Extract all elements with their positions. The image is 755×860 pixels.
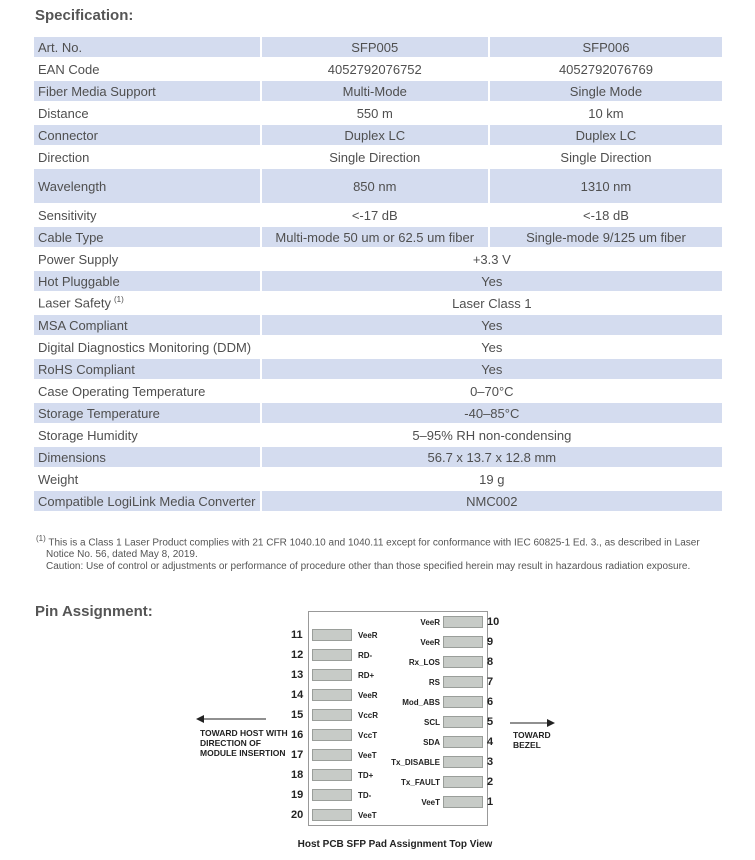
spec-label: Laser Safety $^{(1)}$ — [38, 295, 124, 311]
pin-label: VeeR — [358, 691, 378, 700]
pin-pad-right — [443, 776, 483, 788]
spec-value: Yes — [260, 359, 722, 379]
pin-label: Mod_ABS — [402, 698, 440, 707]
spec-value-sfp005: Single Direction — [260, 147, 488, 167]
spec-label: Cable Type — [34, 227, 260, 247]
pin-pad-right — [443, 676, 483, 688]
pin-number: 9 — [487, 636, 494, 648]
spec-value-sfp005: SFP005 — [260, 37, 488, 57]
pin-label: VeeR — [420, 618, 440, 627]
pin-pad-right — [443, 756, 483, 768]
spec-label: Storage Temperature — [34, 403, 260, 423]
spec-label: Weight — [38, 471, 79, 487]
spec-value-sfp005: 4052792076752 — [260, 59, 488, 79]
spec-value: Yes — [260, 337, 722, 357]
pin-label: VeeT — [358, 811, 377, 820]
spec-row — [34, 103, 722, 123]
pin-pad-left — [312, 649, 352, 661]
pin-number: 17 — [291, 749, 304, 761]
pin-label: TD+ — [358, 771, 374, 780]
spec-label: Storage Humidity — [38, 427, 138, 443]
pin-label: VeeT — [358, 751, 377, 760]
spec-value-sfp006: Single Direction — [488, 147, 722, 167]
spec-row — [34, 227, 722, 247]
pin-number: 7 — [487, 676, 494, 688]
spec-label: Wavelength — [34, 169, 260, 203]
pin-label: VccT — [358, 731, 378, 740]
pin-label: RS — [428, 678, 440, 687]
spec-label: MSA Compliant — [34, 315, 260, 335]
spec-value-sfp006: SFP006 — [488, 37, 722, 57]
spec-value: NMC002 — [260, 491, 722, 511]
spec-label: Digital Diagnostics Monitoring (DDM) — [38, 339, 252, 355]
spec-value: -40–85°C — [260, 403, 722, 423]
spec-row — [34, 403, 722, 423]
pin-label: Rx_LOS — [408, 658, 440, 667]
spec-value-sfp005: Duplex LC — [260, 125, 488, 145]
spec-row — [34, 271, 722, 291]
pin-pad-right — [443, 616, 483, 628]
pin-label: RD+ — [358, 671, 375, 680]
diagram-caption: Host PCB SFP Pad Assignment Top View — [297, 839, 493, 850]
spec-label: Power Supply — [38, 251, 119, 267]
pin-label: Tx_DISABLE — [391, 758, 440, 767]
spec-value-sfp006: Duplex LC — [488, 125, 722, 145]
spec-title: Specification: — [35, 7, 134, 24]
spec-label: EAN Code — [38, 61, 100, 77]
spec-label: Distance — [38, 105, 89, 121]
pin-pad-left — [312, 669, 352, 681]
spec-row — [34, 293, 722, 313]
pin-pad-left — [312, 809, 352, 821]
spec-value: 56.7 x 13.7 x 12.8 mm — [260, 447, 722, 467]
spec-row — [34, 337, 722, 357]
toward-host-label: TOWARD HOST WITH DIRECTION OF MODULE INSERTION — [200, 728, 288, 758]
spec-value-sfp006: Single Mode — [488, 81, 722, 101]
pin-number: 13 — [291, 669, 304, 681]
spec-row — [34, 381, 722, 401]
pin-pad-right — [443, 696, 483, 708]
pin-label: TD- — [358, 791, 372, 800]
pin-label: SDA — [423, 738, 440, 747]
spec-value-sfp006: Single-mode 9/125 um fiber — [488, 227, 722, 247]
pin-number: 4 — [487, 736, 494, 748]
spec-value-sfp005: Multi-Mode — [260, 81, 488, 101]
spec-value: 0–70°C — [260, 381, 722, 401]
spec-row — [34, 315, 722, 335]
spec-label: Direction — [38, 149, 90, 165]
pin-number: 18 — [291, 769, 304, 781]
pin-number: 14 — [291, 689, 304, 701]
spec-value: +3.3 V — [260, 249, 722, 269]
footnote — [36, 533, 726, 573]
pin-number: 5 — [487, 716, 494, 728]
spec-row — [34, 81, 722, 101]
spec-label: Case Operating Temperature — [38, 383, 206, 399]
spec-row — [34, 37, 722, 57]
footnote-marker: (1) — [36, 534, 46, 543]
spec-value-sfp005: 850 nm — [260, 169, 488, 203]
pin-label: VeeR — [358, 631, 378, 640]
spec-row — [34, 169, 722, 203]
spec-value-sfp006: 1310 nm — [488, 169, 722, 203]
pin-number: 2 — [487, 776, 494, 788]
spec-label: Hot Pluggable — [34, 271, 260, 291]
spec-value-sfp006: 4052792076769 — [488, 59, 722, 79]
pin-number: 16 — [291, 729, 304, 741]
spec-label: Art. No. — [34, 37, 260, 57]
toward-bezel-label: TOWARD BEZEL — [513, 730, 551, 750]
spec-label: Dimensions — [34, 447, 260, 467]
pin-label: VccR — [358, 711, 379, 720]
spec-value-sfp006: <-18 dB — [488, 205, 722, 225]
pin-pad-left — [312, 789, 352, 801]
arrow-left-icon — [196, 714, 266, 724]
spec-row — [34, 491, 722, 511]
pin-pad-right — [443, 656, 483, 668]
pin-pad-left — [312, 769, 352, 781]
spec-value: 5–95% RH non-condensing — [260, 425, 722, 445]
pin-title: Pin Assignment: — [35, 603, 153, 620]
pin-label: VeeT — [421, 798, 440, 807]
spec-row — [34, 249, 722, 269]
spec-table — [34, 35, 722, 513]
spec-label: Compatible LogiLink Media Converter — [34, 491, 260, 511]
spec-row — [34, 205, 722, 225]
pin-pad-left — [312, 709, 352, 721]
spec-label: Sensitivity — [38, 207, 97, 223]
pin-label: VeeR — [420, 638, 440, 647]
pin-number: 3 — [487, 756, 494, 768]
spec-row — [34, 125, 722, 145]
spec-row — [34, 359, 722, 379]
pin-label: RD- — [358, 651, 373, 660]
spec-value: 19 g — [260, 469, 722, 489]
spec-value: Yes — [260, 315, 722, 335]
pin-number: 8 — [487, 656, 494, 668]
footnote-line2: Caution: Use of control or adjustments or performance of procedure other than those specified herein may result in hazardous radiation exposure. — [46, 561, 691, 573]
pin-label: Tx_FAULT — [401, 778, 440, 787]
spec-row — [34, 425, 722, 445]
spec-label: RoHS Compliant — [34, 359, 260, 379]
spec-label: Fiber Media Support — [34, 81, 260, 101]
spec-row — [34, 59, 722, 79]
pin-pad-right — [443, 636, 483, 648]
pin-number: 1 — [487, 796, 494, 808]
pin-pad-left — [312, 689, 352, 701]
spec-value: Laser Class 1 — [260, 293, 722, 313]
spec-value-sfp006: 10 km — [488, 103, 722, 123]
spec-row — [34, 469, 722, 489]
pin-pad-right — [443, 716, 483, 728]
pin-number: 10 — [487, 616, 500, 628]
spec-label: Connector — [34, 125, 260, 145]
pin-number: 20 — [291, 809, 304, 821]
pin-pad-left — [312, 629, 352, 641]
pin-pad-left — [312, 729, 352, 741]
pin-number: 12 — [291, 649, 304, 661]
spec-value-sfp005: 550 m — [260, 103, 488, 123]
pin-number: 11 — [291, 629, 303, 641]
pin-label: SCL — [424, 718, 440, 727]
spec-value-sfp005: Multi-mode 50 um or 62.5 um fiber — [260, 227, 488, 247]
spec-value-sfp005: <-17 dB — [260, 205, 488, 225]
pin-number: 19 — [291, 789, 304, 801]
pin-pad-right — [443, 796, 483, 808]
pin-pad-right — [443, 736, 483, 748]
spec-row — [34, 447, 722, 467]
arrow-right-icon — [510, 718, 555, 728]
spec-value: Yes — [260, 271, 722, 291]
pin-number: 15 — [291, 709, 304, 721]
pin-pad-left — [312, 749, 352, 761]
pin-number: 6 — [487, 696, 494, 708]
footnote-line1: This is a Class 1 Laser Product complies with 21 CFR 1040.10 and 1040.11 except for conformance with IEC 60825-1 Ed. 3., as described in Laser Notice No. 56, dated May 8, 2019. — [46, 537, 700, 561]
spec-row — [34, 147, 722, 167]
